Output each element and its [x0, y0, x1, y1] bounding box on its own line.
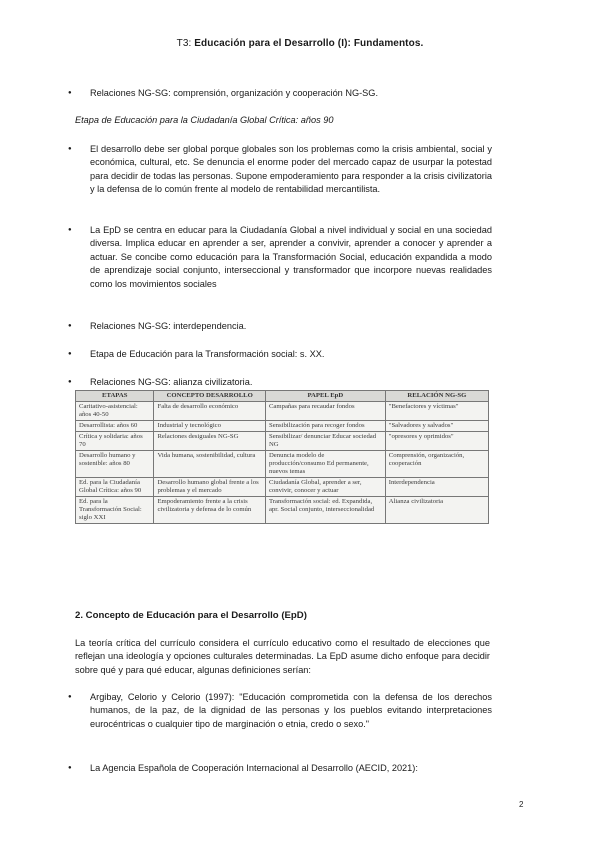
table-cell: Interdependencia [385, 478, 488, 497]
table-cell: Industrial y tecnológico [154, 421, 266, 432]
table-cell: Sensibilizar/ denunciar Educar sociedad NG [265, 432, 385, 451]
header-prefix: T3: [176, 38, 195, 49]
table-cell: "Salvadores y salvados" [385, 421, 488, 432]
bullet-relaciones-alianza: ● Relaciones NG-SG: alianza civilizatoria. [90, 376, 492, 389]
col-header-relacion: RELACIÓN NG-SG [385, 391, 488, 402]
bullet-relaciones-interdependencia: ● Relaciones NG-SG: interdependencia. [90, 320, 492, 333]
table-cell: Ed. para la Transformación Social: siglo XXI [76, 497, 154, 524]
table-cell: "Benefactores y víctimas" [385, 402, 488, 421]
table-cell: Empoderamiento frente a la crisis civilizatoria y defensa de lo común [154, 497, 266, 524]
bullet-aecid-definition: ● La Agencia Española de Cooperación Internacional al Desarrollo (AECID, 2021): [90, 762, 492, 775]
table-row [76, 421, 489, 432]
table-cell: Relaciones desiguales NG-SG [154, 432, 266, 451]
table-row [76, 451, 489, 478]
page-header [0, 38, 600, 49]
table-cell: Desarrollo humano y sostenible: años 80 [76, 451, 154, 478]
col-header-papel: PAPEL EpD [265, 391, 385, 402]
table-cell: Comprensión, organización, cooperación [385, 451, 488, 478]
table-cell: Desarrollo humano global frente a los problemas y el mercado [154, 478, 266, 497]
table-cell: Campañas para recaudar fondos [265, 402, 385, 421]
section-title: 2. Concepto de Educación para el Desarrollo (EpD) [75, 610, 307, 621]
bullet-etapa-transformacion: ● Etapa de Educación para la Transformación social: s. XX. [90, 348, 492, 361]
table-cell: Vida humana, sostenibilidad, cultura [154, 451, 266, 478]
bullet-desarrollo-global: ● El desarrollo debe ser global porque globales son los problemas como la crisis ambiental, social y económica, cultural, etc. Se denuncia el enorme poder del mercado capaz de usurpar la potestad para decidir de todas las personas. Supone empoderamiento para responder a la crisis civilizatoria y la defensa de lo común frente al modelo de rentabilidad mercantilista. [90, 143, 492, 197]
table-cell: Ciudadanía Global, aprender a ser, convivir, conocer y actuar [265, 478, 385, 497]
col-header-etapas: ETAPAS [76, 391, 154, 402]
table-cell: Ed. para la Ciudadanía Global Crítica: años 90 [76, 478, 154, 497]
table-header-row [76, 391, 489, 402]
bullet-argibay-definition: ● Argibay, Celorio y Celorio (1997): "Educación comprometida con la defensa de los derechos humanos, de la paz, de la dignidad de las personas y los pueblos evitando interpretaciones eurocéntricas o cualquier tipo de marginación o etnia, credo o sexo." [90, 691, 492, 731]
table-cell: Sensibilización para recoger fondos [265, 421, 385, 432]
table-cell: Falta de desarrollo económico [154, 402, 266, 421]
table-row [76, 402, 489, 421]
table-cell: Denuncia modelo de producción/consumo Ed permanente, nuevos temas [265, 451, 385, 478]
bullet-relaciones-comprension: ● Relaciones NG-SG: comprensión, organización y cooperación NG-SG. [90, 87, 492, 100]
col-header-concepto: CONCEPTO DESARROLLO [154, 391, 266, 402]
table-cell: Alianza civilizatoria [385, 497, 488, 524]
stages-table [75, 390, 489, 524]
table-cell: Transformación social: ed. Expandida, apr. Social conjunto, interseccionalidad [265, 497, 385, 524]
intro-paragraph: La teoría crítica del currículo considera el currículo educativo como el resultado de elecciones que reflejan una ideología y opciones culturales determinadas. La EpD asume dicho enfoque para decidir sobre qué y para qué educar, algunas definiciones serían: [75, 638, 490, 675]
table-row [76, 497, 489, 524]
table-row [76, 432, 489, 451]
table-cell: "opresores y oprimidos" [385, 432, 488, 451]
bullet-epd-ciudadania: ● La EpD se centra en educar para la Ciudadanía Global a nivel individual y social en una sociedad diversa. Implica educar en aprender a ser, aprender a convivir, aprender a conocer y aprender a actuar. Se concibe como educación para la Transformación Social, educación expandida a modo de aprendizaje social conjunto, interseccional y transformador que incorpore nuevas realidades como los movimientos sociales [90, 224, 492, 291]
header-title: Educación para el Desarrollo (I): Fundamentos. [194, 38, 424, 49]
table-cell: Desarrollista: años 60 [76, 421, 154, 432]
table-cell: Crítica y solidaria: años 70 [76, 432, 154, 451]
stage-heading: Etapa de Educación para la Ciudadanía Global Crítica: años 90 [75, 115, 334, 125]
page-number: 2 [519, 800, 524, 809]
table-row [76, 478, 489, 497]
table-cell: Caritativo-asistencial: años 40-50 [76, 402, 154, 421]
